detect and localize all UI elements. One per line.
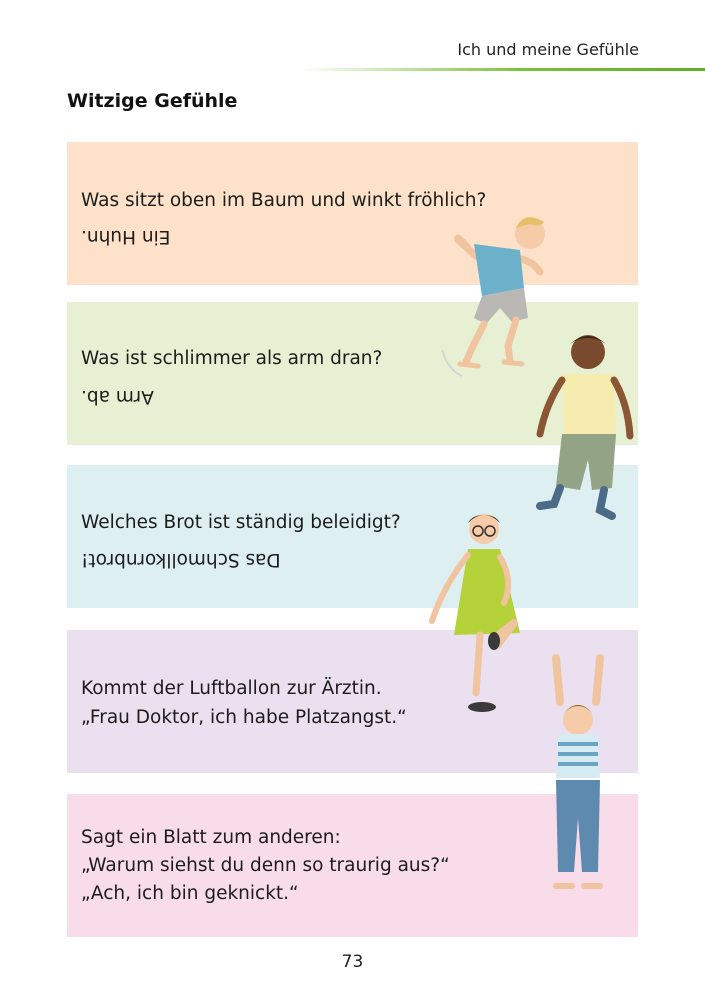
page-title: Witzige Gefühle bbox=[67, 90, 238, 112]
joke-line: „Warum siehst du denn so traurig aus?“ bbox=[81, 855, 450, 876]
riddle-question: Was sitzt oben im Baum und winkt fröhlich? bbox=[81, 190, 487, 211]
page-number: 73 bbox=[341, 952, 364, 972]
riddle-answer-upside-down: Arm ab. bbox=[81, 386, 154, 407]
joke-line: Kommt der Luftballon zur Ärztin. bbox=[81, 678, 382, 699]
sitting-boy-illustration bbox=[532, 330, 642, 530]
chapter-divider bbox=[300, 68, 705, 71]
girl-with-glasses-illustration bbox=[424, 505, 534, 720]
riddle-answer-upside-down: Ein Huhn. bbox=[81, 226, 171, 247]
riddle-answer-upside-down: Das Schmollkornbrot! bbox=[81, 549, 281, 570]
riddle-question: Welches Brot ist ständig beleidigt? bbox=[81, 512, 401, 533]
joke-line: „Ach, ich bin geknickt.“ bbox=[81, 883, 299, 904]
joke-line: „Frau Doktor, ich habe Platzangst.“ bbox=[81, 707, 407, 728]
arms-up-boy-illustration bbox=[538, 648, 618, 908]
joke-line: Sagt ein Blatt zum anderen: bbox=[81, 827, 341, 848]
chapter-title: Ich und meine Gefühle bbox=[457, 40, 639, 59]
riddle-question: Was ist schlimmer als arm dran? bbox=[81, 348, 383, 369]
